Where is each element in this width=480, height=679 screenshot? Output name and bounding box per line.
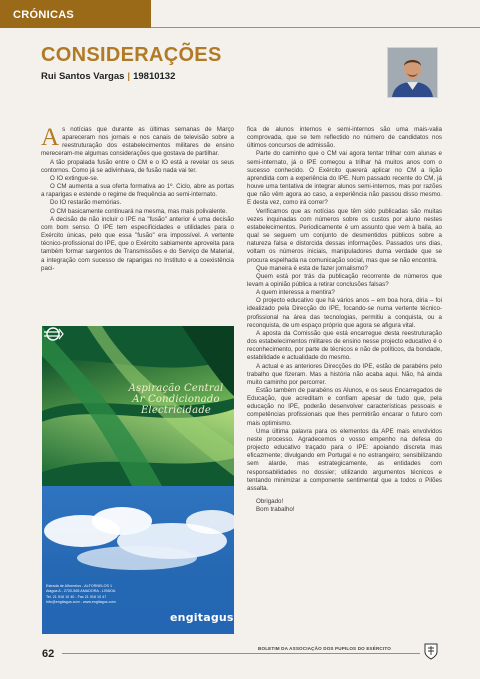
page-number: 62 <box>42 648 55 660</box>
section-label: CRÓNICAS <box>0 0 151 28</box>
advertisement <box>42 326 234 634</box>
footer-rule <box>62 653 420 654</box>
article-paragraph: A decisão de não incluir o IPE na "fusão" anterior é uma decisão com bom senso. O IPE tem especificidades e utilidades para o Exército únicas, pelo que essa "fusão" era impossível. A vertente técnico-profissional do IPE, que o Exército sabiamente aproveita para também formar sargentos de Transmissões e do Serviço de Material, a integração com sucesso de raparigas no Instituto e a coexistência paci- <box>41 215 234 272</box>
article-paragraph: O CM aumenta a sua oferta formativa ao 1º. Ciclo, abre as portas a raparigas e estende o regime de frequência ao semi-internato. <box>41 183 234 199</box>
article-paragraph: O CM basicamente continuará na mesma, mas mais polivalente. <box>50 207 228 215</box>
article-paragraph: Uma última palavra para os elementos da APE mais envolvidos neste processo. Agradecemos o vosso empenho na defesa do projecto educativo traçado para o IPE: apoiando discreta mas eficazmente; divulgando em Portugal e no estrangeiro; sensibilizando sem alarde, mas estrategicamente, as entidades com responsabilidades no dossier; utilizando argumentos técnicos e tentando minimizar a componente sentimental que a todos o Pilões assalta. <box>247 427 442 492</box>
article-paragraph: Obrigado! <box>256 498 284 506</box>
article-paragraph: Bom trabalho! <box>256 506 295 514</box>
article-paragraph: fica de alunos internos e semi-internos são uma mais-valia comprovada, que se tem reflectido no número de candidatos nos últimos concursos de admissão. <box>247 126 442 150</box>
article-paragraph: Quem está por trás da publicação recorrente de números que levam a opinião pública a retirar conclusões falsas? <box>247 272 442 288</box>
header-rule <box>151 27 480 28</box>
ad-headline-line: Ar Condicionado <box>132 394 220 405</box>
article-paragraph: O projecto educativo que há vários anos – em boa hora, diria – foi idealizado pela Direcção do IPE, focando-se numa vertente técnico-profissional na área das tecnologias, permitiu a conquista, ou a reconquista, de um espaço próprio que agora se afigura vital. <box>247 297 442 329</box>
ad-contact-line: Alagoa A - 2700-565 AMADORA - LISBOA <box>46 589 116 594</box>
ad-contact-line: Estrada de Alfornelos - ALFORNELOS 1 <box>46 584 112 588</box>
engitagus-logo-icon <box>42 326 64 342</box>
ad-contact-line: Tel. 21 916 10 40 - Fax 21 916 10 47 <box>46 594 107 599</box>
ad-headline-line: Aspiração Central <box>128 383 224 394</box>
article-paragraph: A tão propalada fusão entre o CM e o IO está a revelar os seus contornos. Como já se adivinhava, de fusão nada vai ter. <box>41 158 234 174</box>
publication-name: BOLETIM DA ASSOCIAÇÃO DOS PUPILOS DO EXÉRCITO <box>258 646 391 651</box>
paragraph-text: s notícias que durante as últimas semanas de Março apareceram nos jornais e nos canais de televisão sobre a reestruturação dos estabelecimentos militares de ensino mereceram-me algumas considerações que gostava de partilhar. <box>41 126 234 158</box>
author-id: 19810132 <box>133 71 176 82</box>
byline-separator: | <box>127 71 131 82</box>
article-paragraph <box>41 126 234 159</box>
article-paragraph: Estão também de parabéns os Alunos, e os seus Encarregados de Educação, que acreditam e confiam apesar de tudo que, pela educação no IPE, poderão desenvolver características pessoais e competências profissionais que lhes permitirão encarar o futuro com mais optimismo. <box>247 387 442 427</box>
article-paragraph: Verificamos que as notícias que têm sido publicadas são muitas vezes inquinadas com números sobre os custos por aluno nestes estabelecimentos. Periodicamente é um assunto que vem à baila, ao qual se seguem um conjunto de desmentidos públicos sobre a natureza falsa e distorcida dessas informações. Passados uns dias, voltam os números iniciais, manipuladores duma verdade que se procura espelhada na comunicação social, mas que se não encontra. <box>247 207 442 264</box>
article-paragraph: A aposta da Comissão que está encarregue desta reestruturação dos estabelecimentos militares de ensino nesse projecto educativo é o reconhecimento, por parte de técnicos e não de políticos, da bondade, estabilidade e actualidade do mesmo. <box>247 329 442 362</box>
association-emblem-icon <box>424 642 438 660</box>
author-name: Rui Santos Vargas <box>41 71 125 82</box>
article-left-column <box>41 126 234 273</box>
ad-headline-line: Electricidade <box>140 405 212 416</box>
author-photo <box>387 47 438 98</box>
article-paragraph: Que maneira é esta de fazer jornalismo? <box>256 264 368 272</box>
ad-headline <box>116 383 234 416</box>
byline <box>41 71 175 82</box>
article-title: CONSIDERAÇÕES <box>41 44 222 66</box>
article-paragraph: Do IO restarão memórias. <box>50 199 122 207</box>
article-paragraph: Parte do caminho que o CM vai agora tentar trilhar com alunas e semi-internato, já o IPE começou a trilhar há muitos anos com o sucesso conhecido. O Exército quererá aplicar no CM a lição aprendida com a experiência do IPE. Num passado recente do CM, já houve uma tentativa de integrar alunos semi-internos, mas por razões que não vêm agora ao caso, a experiência não passou disso mesmo. E desta vez, como irá correr? <box>247 150 442 207</box>
article-paragraph: A actual e as anteriores Direcções do IPE, estão de parabéns pelo trabalho que fizeram. Mas a história não acaba aqui. Não, há ainda muito caminho por percorrer. <box>247 362 442 386</box>
article-paragraph: A quem interessa a mentira? <box>256 289 335 297</box>
article-right-column <box>247 126 442 514</box>
drop-cap: A <box>41 124 60 151</box>
article-paragraph: O IO extingue-se. <box>50 174 99 182</box>
ad-contact-line: info@engitagus.com - www.engitagus.com <box>46 600 116 605</box>
ad-brand-name: engitagus <box>170 611 234 624</box>
ad-contact-info <box>46 584 156 606</box>
